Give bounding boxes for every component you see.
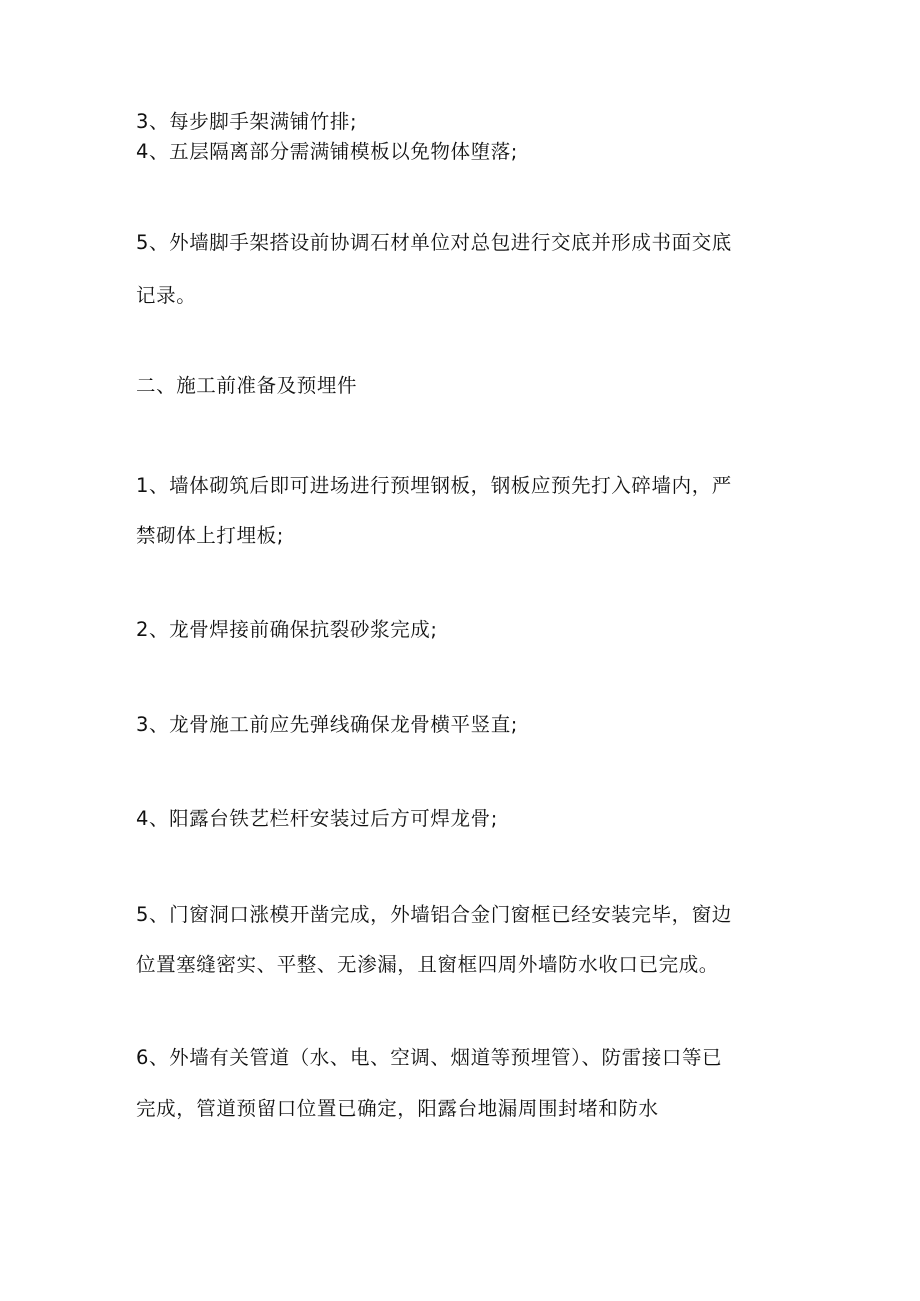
list-item-pipelines-line-1: 6、外墙有关管道（水、电、空调、烟道等预埋管）、防雷接口等已 (136, 1046, 723, 1069)
list-item-pipelines-line-2: 完成，管道预留口位置已确定，阳露台地漏周围封堵和防水 (136, 1097, 659, 1120)
section-heading-preparation: 二、施工前准备及预埋件 (136, 374, 358, 397)
list-item-scaffold-briefing-line-1: 5、外墙脚手架搭设前协调石材单位对总包进行交底并形成书面交底 (136, 231, 732, 254)
list-item-scaffold-bamboo: 3、每步脚手架满铺竹排; (136, 110, 358, 133)
list-item-scaffold-briefing-line-2: 记录。 (136, 284, 197, 307)
list-item-embedded-plates-line-1: 1、墙体砌筑后即可进场进行预埋钢板，钢板应预先打入碎墙内，严 (136, 474, 732, 497)
list-item-balcony-railing: 4、阳露台铁艺栏杆安装过后方可焊龙骨; (136, 807, 498, 830)
list-item-window-frames-line-1: 5、门窗洞口涨模开凿完成，外墙铝合金门窗框已经安装完毕，窗边 (136, 903, 732, 926)
list-item-fifth-floor-isolation: 4、五层隔离部分需满铺模板以免物体堕落; (136, 140, 518, 163)
list-item-window-frames-line-2: 位置塞缝密实、平整、无渗漏，且窗框四周外墙防水收口已完成。 (136, 953, 719, 976)
list-item-welding-mortar: 2、龙骨焊接前确保抗裂砂浆完成; (136, 618, 438, 641)
list-item-embedded-plates-line-2: 禁砌体上打埋板; (136, 524, 284, 547)
list-item-keel-lines: 3、龙骨施工前应先弹线确保龙骨横平竖直; (136, 713, 518, 736)
